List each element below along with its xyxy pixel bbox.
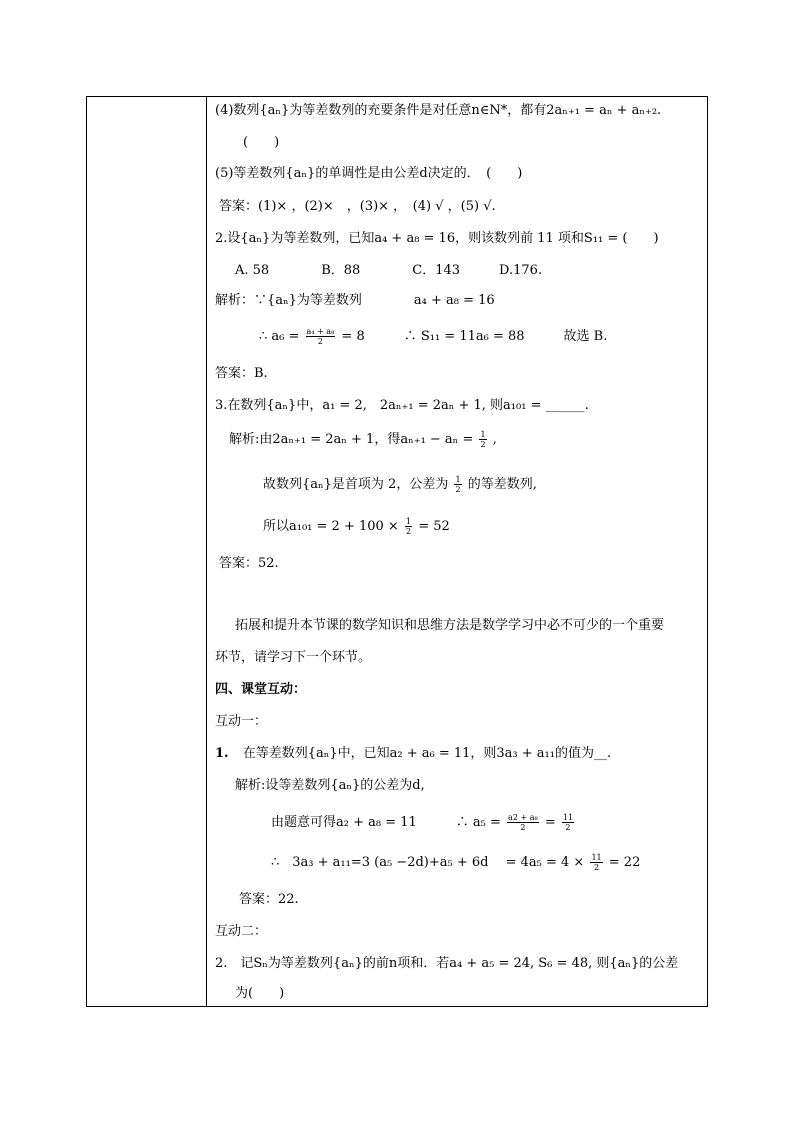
interaction-1-answer: 答案：22. [239, 892, 299, 907]
derivation-part-b: = 8 ∴ S₁₁ = 11a₆ = 88 故选 B. [341, 329, 608, 344]
step-part-b: = [544, 815, 556, 830]
content-cell [215, 97, 705, 1006]
interaction-2-heading: 互动二： [215, 924, 268, 939]
fraction-denominator: 2 [317, 337, 323, 346]
fraction-denominator: 2 [520, 823, 526, 832]
fraction [306, 327, 336, 346]
step-part-b: = 22 [608, 855, 641, 870]
fraction [405, 517, 412, 536]
fraction [507, 813, 539, 832]
question-3: 3.在数列{aₙ}中，a₁ = 2, 2aₙ₊₁ = 2aₙ + 1, 则a₁₀₁ = ______. [215, 398, 589, 413]
fraction-numerator: 11 [562, 813, 574, 822]
fraction-numerator: 11 [591, 853, 602, 862]
interaction-1-analysis: 解析:设等差数列{aₙ}的公差为d, [235, 778, 425, 793]
fraction-denominator: 2 [455, 485, 461, 494]
interaction-2-question: 2. 记Sₙ为等差数列{aₙ}的前n项和．若a₄ + a₅ = 24, S₆ = 48, 则{aₙ}的公差 [215, 956, 679, 971]
interaction-1-question [215, 745, 611, 763]
question-2: 2.设{aₙ}为等差数列，已知a₄ + a₈ = 16，则该数列前 11 项和S₁₁ = ( ) [215, 231, 659, 246]
item-5-statement: (5)等差数列{aₙ}的单调性是由公差d决定的． ( ) [215, 166, 523, 181]
item-4-bracket: ( ) [243, 135, 280, 150]
conclusion-part-a: 故数列{aₙ}是首项为 2，公差为 [263, 477, 449, 492]
conclusion-part-b: 的等差数列, [467, 477, 537, 492]
question-3-result [263, 517, 450, 536]
section-heading: 四、课堂互动： [215, 682, 307, 697]
question-2-options: A. 58 B．88 C．143 D.176. [235, 263, 543, 278]
analysis-part-a: 解析:由2aₙ₊₁ = 2aₙ + 1，得aₙ₊₁ − aₙ = [229, 432, 474, 447]
item-4-statement: (4)数列{aₙ}为等差数列的充要条件是对任意n∈N*，都有2aₙ₊₁ = aₙ + aₙ₊₂. [215, 103, 662, 118]
fraction [562, 813, 574, 832]
interaction-2-question-continued: 为( ) [235, 986, 285, 1001]
paragraph-line-1: 拓展和提升本节课的数学知识和思维方法是数学学习中必不可少的一个重要 [235, 618, 665, 633]
fraction-numerator: 1 [480, 430, 486, 439]
fraction [479, 430, 486, 449]
fraction-denominator: 2 [480, 440, 486, 449]
step-part-a: ∴ 3a₃ + a₁₁=3 (a₅ −2d)+a₅ + 6d = 4a₅ = 4 × [271, 855, 585, 870]
fraction-denominator: 2 [565, 823, 571, 832]
question-3-analysis [229, 430, 497, 449]
content-table [86, 96, 708, 1007]
question-2-derivation [259, 327, 607, 346]
fraction-denominator: 2 [594, 863, 600, 872]
analysis-part-b: , [492, 432, 497, 447]
fraction-denominator: 2 [405, 527, 412, 536]
question-text: 在等差数列{aₙ}中，已知a₂ + a₆ = 11，则3a₃ + a₁₁的值为__. [242, 746, 612, 761]
question-number: 1. [215, 746, 229, 761]
derivation-part-a: ∴ a₆ = [259, 329, 300, 344]
fraction-numerator: a₄ + a₈ [306, 327, 335, 336]
fraction-numerator: 1 [405, 517, 412, 526]
step-part-a: 由题意可得a₂ + a₈ = 11 ∴ a₅ = [271, 815, 501, 830]
column-divider [206, 97, 207, 1006]
result-part-b: = 52 [418, 519, 450, 534]
interaction-1-step-2 [271, 853, 640, 872]
question-2-answer: 答案：B. [215, 366, 268, 381]
paragraph-line-2: 环节，请学习下一个环节。 [215, 650, 372, 665]
answer-judgments: 答案：(1)× ，(2)× ，(3)× ， (4) √ ，(5) √. [219, 199, 496, 214]
interaction-1-step-1 [271, 813, 576, 832]
question-3-answer: 答案：52. [219, 556, 279, 571]
fraction [454, 475, 461, 494]
question-3-conclusion [263, 475, 537, 494]
interaction-1-heading: 互动一： [215, 714, 268, 729]
result-part-a: 所以a₁₀₁ = 2 + 100 × [263, 519, 399, 534]
fraction [590, 853, 602, 872]
fraction-numerator: 1 [455, 475, 461, 484]
fraction-numerator: a2 + a₈ [508, 813, 538, 822]
question-2-analysis: 解析：∵{aₙ}为等差数列 a₄ + a₈ = 16 [215, 293, 495, 308]
